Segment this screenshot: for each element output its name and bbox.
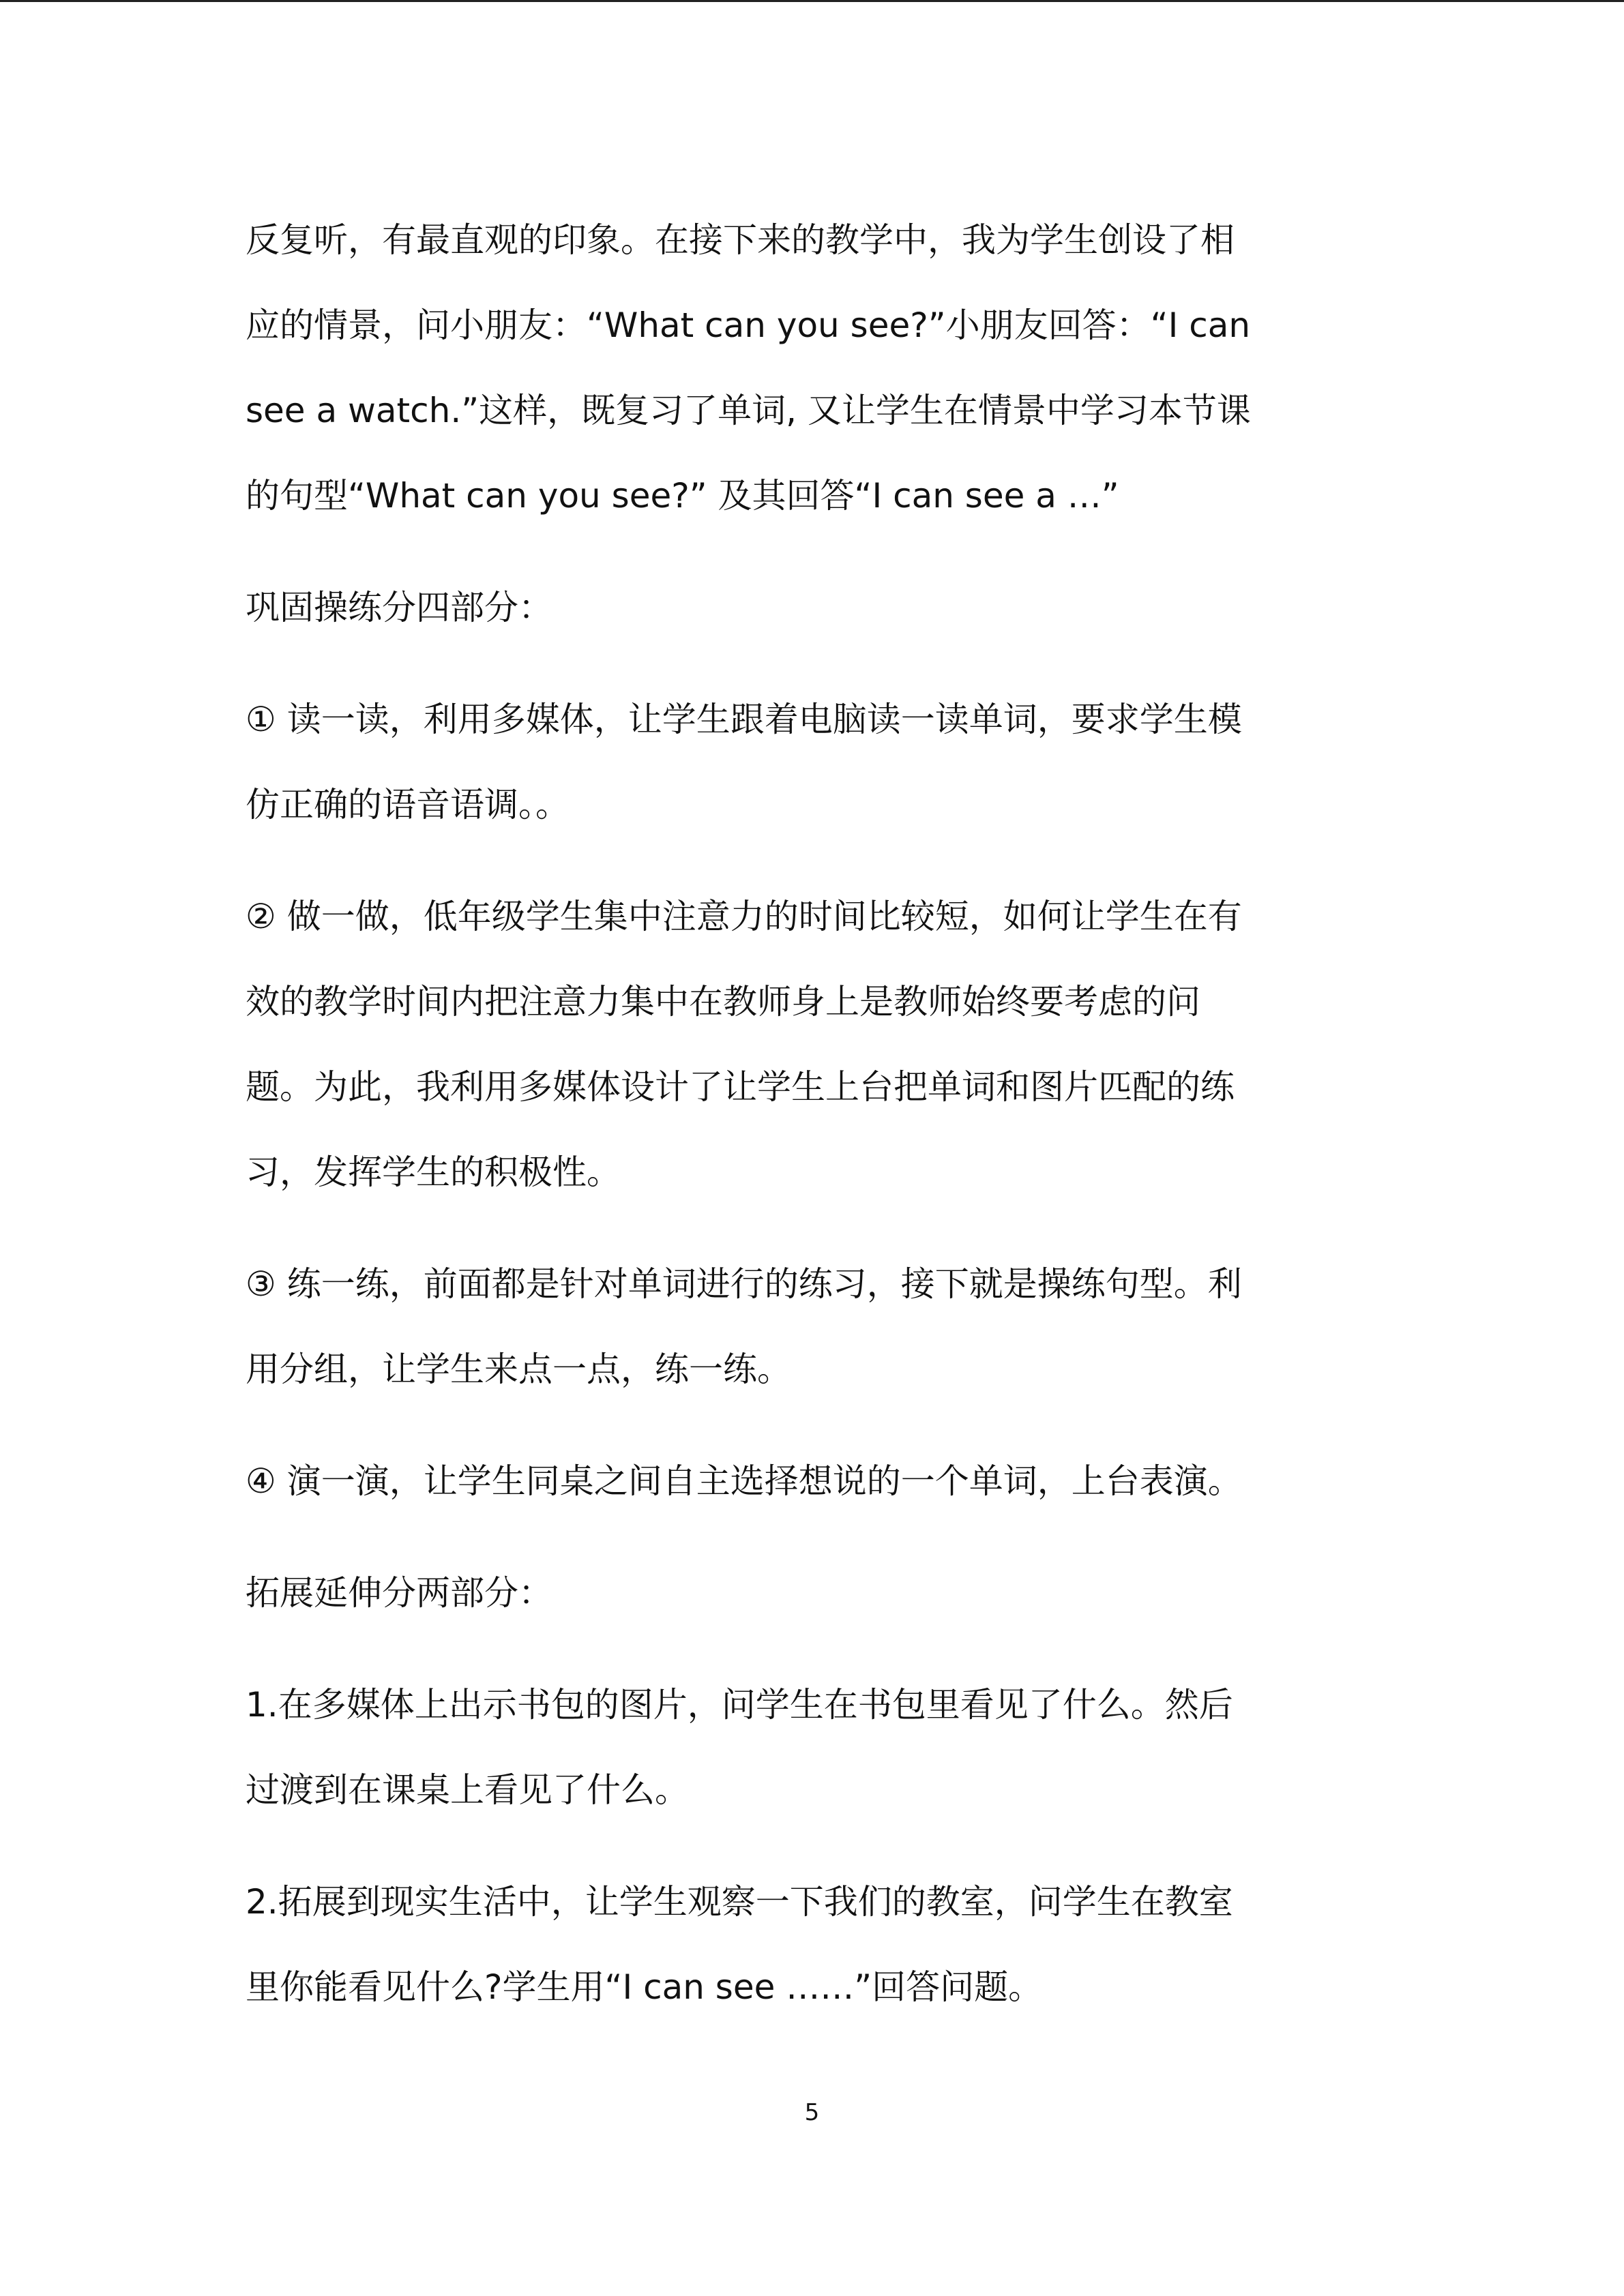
paragraph-line: 仿正确的语音语调。。 bbox=[246, 785, 570, 824]
paragraph-line: 反复听，有最直观的印象。在接下来的教学中，我为学生创设了相 bbox=[246, 220, 1235, 260]
paragraph-line: ③ 练一练，前面都是针对单词进行的练习，接下就是操练句型。利 bbox=[246, 1264, 1242, 1304]
section-heading: 巩固操练分四部分： bbox=[246, 588, 552, 627]
paragraph-line: 习，发挥学生的积极性。 bbox=[246, 1152, 621, 1192]
paragraph-line: 里你能看见什么?学生用“I can see ……”回答问题。 bbox=[246, 1967, 1043, 2007]
paragraph-line: 效的教学时间内把注意力集中在教师身上是教师始终要考虑的问 bbox=[246, 982, 1200, 1022]
paragraph-line: 过渡到在课桌上看见了什么。 bbox=[246, 1770, 689, 1810]
page-top-border bbox=[0, 0, 1624, 2]
paragraph-line: 的句型“What can you see?” 及其回答“I can see a …” bbox=[246, 476, 1119, 516]
paragraph-line: 题。为此，我利用多媒体设计了让学生上台把单词和图片匹配的练 bbox=[246, 1067, 1235, 1107]
page-number: 5 bbox=[804, 2099, 820, 2126]
paragraph-line: ② 做一做，低年级学生集中注意力的时间比较短，如何让学生在有 bbox=[246, 897, 1242, 936]
paragraph-line: ① 读一读，利用多媒体，让学生跟着电脑读一读单词，要求学生模 bbox=[246, 700, 1242, 739]
paragraph-line: see a watch.”这样，既复习了单词, 又让学生在情景中学习本节课 bbox=[246, 391, 1251, 430]
paragraph-line: 1.在多媒体上出示书包的图片，问学生在书包里看见了什么。然后 bbox=[246, 1685, 1233, 1725]
paragraph-line: 应的情景，问小朋友：“What can you see?”小朋友回答：“I can bbox=[246, 305, 1251, 345]
section-heading: 拓展延伸分两部分： bbox=[246, 1573, 552, 1613]
paragraph-line: 2.拓展到现实生活中，让学生观察一下我们的教室，问学生在教室 bbox=[246, 1882, 1233, 1922]
paragraph-line: ④ 演一演，让学生同桌之间自主选择想说的一个单词，上台表演。 bbox=[246, 1461, 1242, 1501]
paragraph-line: 用分组，让学生来点一点，练一练。 bbox=[246, 1350, 791, 1389]
